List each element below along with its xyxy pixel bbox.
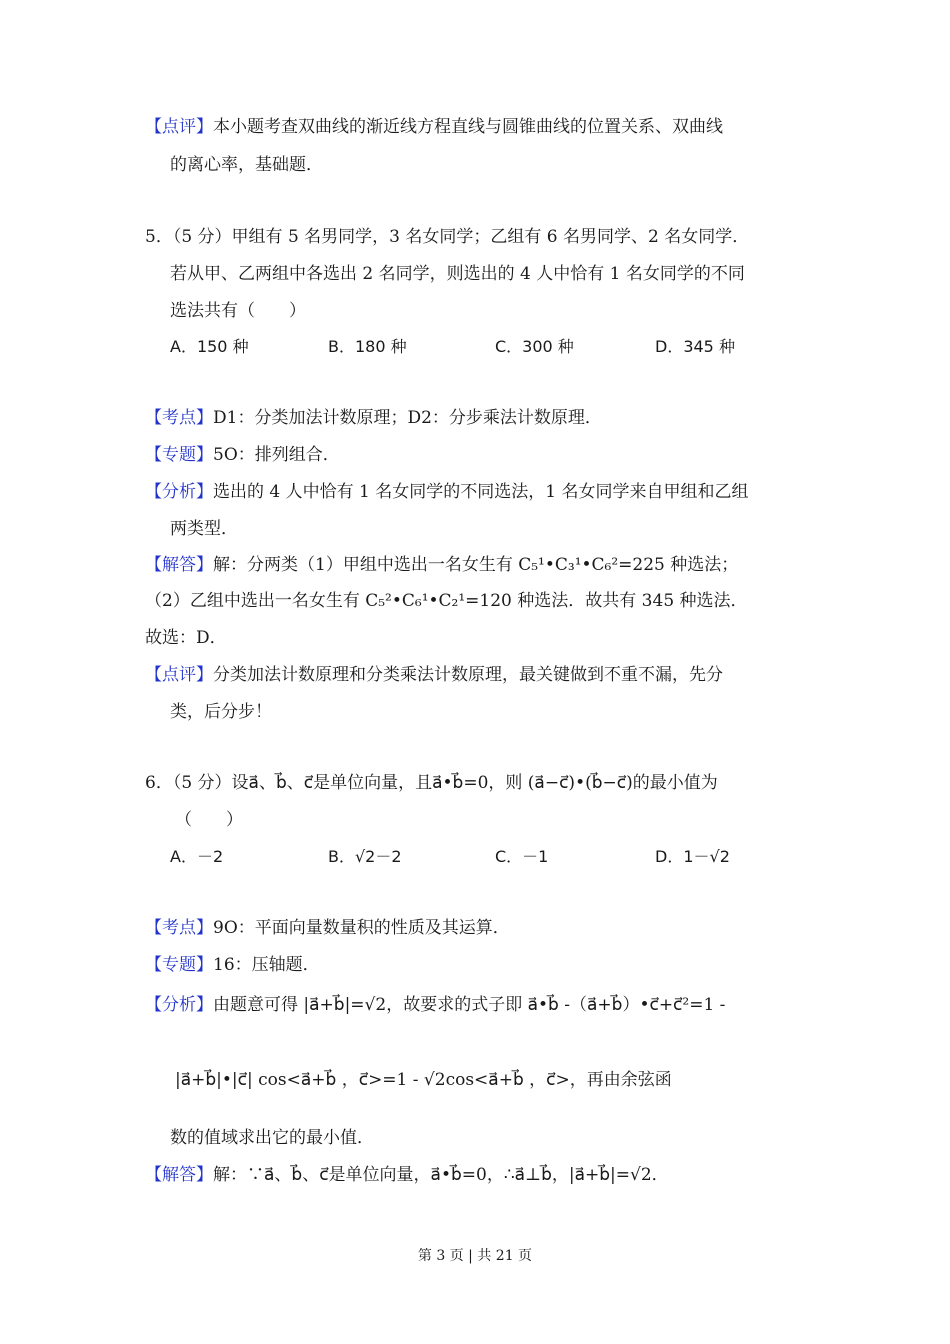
fenxi-text: 选出的 4 人中恰有 1 名女同学的不同选法，1 名女同学来自甲组和乙组: [213, 482, 749, 502]
kaodian-text: 9O：平面向量数量积的性质及其运算．: [213, 918, 510, 938]
review-text-cont: 的离心率，基础题．: [170, 155, 323, 175]
kaodian-tag: 【考点】: [145, 408, 213, 428]
q6-option-a: A．－2: [170, 847, 224, 866]
review-tag: 【点评】: [145, 117, 213, 137]
q5-fenxi-2: 两类型．: [170, 519, 238, 539]
q5-jieda-2: （2）乙组中选出一名女生有 C₅²•C₆¹•C₂¹=120 种选法．故共有 345 种选法．: [145, 591, 748, 611]
q6-fenxi: [145, 993, 725, 1017]
q5-jieda: [145, 553, 738, 577]
q5-dianping-2: 类，后分步！: [170, 702, 272, 722]
q5-option-d: D．345 种: [655, 337, 735, 356]
q6-option-b: B．√2－2: [328, 847, 402, 866]
q5-stem: 5．（5 分）甲组有 5 名男同学，3 名女同学；乙组有 6 名男同学、2 名女同学．: [145, 227, 750, 247]
kaodian-tag: 【考点】: [145, 918, 213, 938]
jieda-tag: 【解答】: [145, 1165, 213, 1185]
zhuanti-tag: 【专题】: [145, 445, 213, 465]
dianping-tag: 【点评】: [145, 665, 213, 685]
q6-option-c: C．－1: [495, 847, 549, 866]
q6-jieda: [145, 1163, 669, 1187]
prev-review-line: [145, 115, 723, 139]
q5-option-a: A．150 种: [170, 337, 249, 356]
jieda-text: 解：分两类（1）甲组中选出一名女生有 C₅¹•C₃¹•C₆²=225 种选法；: [213, 555, 739, 575]
fenxi-tag: 【分析】: [145, 995, 213, 1015]
fenxi-text: 由题意可得 |a⃗+b⃗|=√2，故要求的式子即 a⃗•b⃗ -（a⃗+b⃗）•c⃗+c⃗²=1 -: [213, 995, 726, 1015]
page-footer: 第 3 页 | 共 21 页: [417, 1248, 533, 1264]
review-text: 本小题考查双曲线的渐近线方程直线与圆锥曲线的位置关系、双曲线: [213, 117, 723, 137]
q6-zhuanti: [145, 953, 320, 977]
q5-dianping: [145, 663, 723, 687]
q6-fenxi-2: |a⃗+b⃗|•|c⃗| cos<a⃗+b⃗ ，c⃗>=1 - √2cos<a⃗+b⃗ ，c⃗>，再由余弦函: [175, 1070, 672, 1090]
q5-answer: 故选：D．: [145, 628, 227, 648]
q5-option-c: C．300 种: [495, 337, 574, 356]
q6-stem-2: （ ）: [175, 810, 243, 830]
zhuanti-tag: 【专题】: [145, 955, 213, 975]
dianping-text: 分类加法计数原理和分类乘法计数原理，最关键做到不重不漏，先分: [213, 665, 723, 685]
q6-stem: 6．（5 分）设a⃗、b⃗、c⃗是单位向量，且a⃗•b⃗=0，则 (a⃗−c⃗)•(b⃗−c⃗)的最小值为: [145, 773, 718, 793]
q5-fenxi: [145, 480, 748, 504]
kaodian-text: D1：分类加法计数原理；D2：分步乘法计数原理．: [213, 408, 602, 428]
q6-fenxi-3: 数的值域求出它的最小值．: [170, 1128, 374, 1148]
q5-kaodian: [145, 406, 602, 430]
jieda-text: 解：∵a⃗、b⃗、c⃗是单位向量，a⃗•b⃗=0，∴a⃗⊥b⃗，|a⃗+b⃗|=√2．: [213, 1165, 669, 1185]
q5-zhuanti: [145, 443, 340, 467]
jieda-tag: 【解答】: [145, 555, 213, 575]
q6-option-d: D．1－√2: [655, 847, 730, 866]
zhuanti-text: 16：压轴题．: [213, 955, 320, 975]
q5-stem-3: 选法共有（ ）: [170, 301, 306, 321]
q5-option-b: B．180 种: [328, 337, 407, 356]
q5-stem-2: 若从甲、乙两组中各选出 2 名同学，则选出的 4 人中恰有 1 名女同学的不同: [170, 264, 745, 284]
fenxi-tag: 【分析】: [145, 482, 213, 502]
q6-kaodian: [145, 916, 510, 940]
zhuanti-text: 5O：排列组合．: [213, 445, 340, 465]
